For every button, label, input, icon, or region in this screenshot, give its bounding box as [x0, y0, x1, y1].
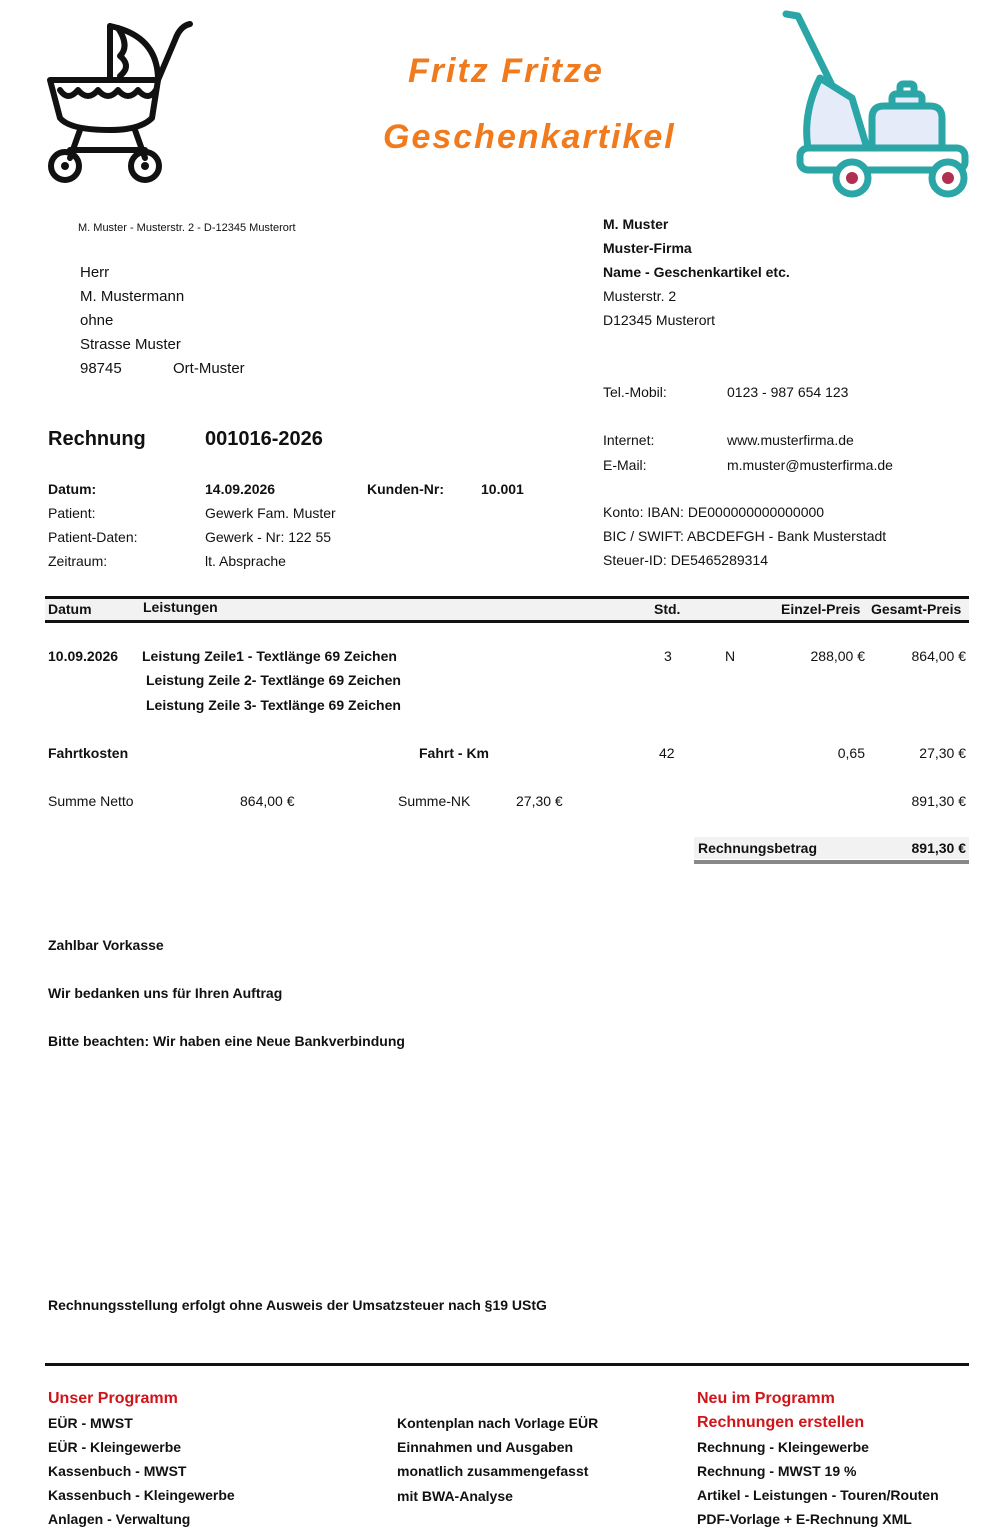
fahrt-label: Fahrtkosten: [48, 745, 129, 761]
patient-daten-label: Patient-Daten:: [48, 529, 138, 545]
steuer-line: Steuer-ID: DE5465289314: [603, 552, 768, 568]
tel-label: Tel.-Mobil:: [603, 384, 667, 400]
footer-right-title2: Rechnungen erstellen: [697, 1414, 865, 1431]
note-payment: Zahlbar Vorkasse: [48, 937, 164, 953]
note-bank: Bitte beachten: Wir haben eine Neue Bankverbindung: [48, 1033, 405, 1049]
footer-mid-item: monatlich zusammengefasst: [397, 1463, 589, 1479]
sum-total: 891,30 €: [911, 793, 966, 809]
fahrt-km-label: Fahrt - Km: [419, 745, 489, 761]
patient-daten-value: Gewerk - Nr: 122 55: [205, 529, 332, 545]
invoice-title: Rechnung: [48, 428, 146, 450]
issuer-street: Musterstr. 2: [603, 288, 677, 304]
nk-label: Summe-NK: [398, 793, 471, 809]
recipient-city: Ort-Muster: [173, 360, 245, 377]
rechnungsbetrag-label: Rechnungsbetrag: [698, 840, 818, 856]
sender-line: M. Muster - Musterstr. 2 - D-12345 Musterort: [78, 222, 296, 234]
kunden-value: 10.001: [481, 481, 524, 497]
recipient-line3: ohne: [80, 312, 114, 329]
item-einzel: 288,00 €: [810, 648, 865, 664]
recipient-street: Strasse Muster: [80, 336, 181, 353]
email-value: m.muster@musterfirma.de: [727, 457, 893, 473]
item-unit: N: [725, 648, 736, 664]
item-gesamt: 864,00 €: [911, 648, 966, 664]
footer-left-item: EÜR - Kleingewerbe: [48, 1439, 182, 1455]
item-line3: Leistung Zeile 3- Textlänge 69 Zeichen: [146, 697, 401, 713]
recipient-name: M. Mustermann: [80, 288, 185, 305]
rechnungsbetrag-rule: [694, 860, 969, 864]
recipient-zip: 98745: [80, 360, 122, 377]
fahrt-km: 42: [659, 745, 675, 761]
footer-right-item: PDF-Vorlage + E-Rechnung XML: [697, 1511, 912, 1527]
footer-right-item: Artikel - Leistungen - Touren/Routen: [697, 1487, 939, 1503]
issuer-desc: Name - Geschenkartikel etc.: [603, 264, 790, 280]
datum-value: 14.09.2026: [205, 481, 276, 497]
footer-left-item: Anlagen - Verwaltung: [48, 1511, 191, 1527]
header-leistungen: Leistungen: [143, 599, 218, 615]
item-line2: Leistung Zeile 2- Textlänge 69 Zeichen: [146, 672, 401, 688]
netto-label: Summe Netto: [48, 793, 134, 809]
item-date: 10.09.2026: [48, 648, 119, 664]
internet-value: www.musterfirma.de: [727, 432, 854, 448]
note-tax: Rechnungsstellung erfolgt ohne Ausweis der Umsatzsteuer nach §19 UStG: [48, 1297, 547, 1313]
patient-value: Gewerk Fam. Muster: [205, 505, 336, 521]
table-header-rule: [45, 620, 969, 623]
rechnungsbetrag-value: 891,30 €: [911, 840, 966, 856]
footer-right-item: Rechnung - Kleingewerbe: [697, 1439, 869, 1455]
footer-mid-item: Einnahmen und Ausgaben: [397, 1439, 574, 1455]
company-subtitle: Geschenkartikel: [383, 118, 676, 156]
issuer-name: M. Muster: [603, 216, 669, 232]
konto-line: Konto: IBAN: DE000000000000000: [603, 504, 825, 520]
datum-label: Datum:: [48, 481, 97, 497]
footer-right-item: Rechnung - MWST 19 %: [697, 1463, 857, 1479]
recipient-salutation: Herr: [80, 264, 110, 281]
company-name: Fritz Fritze: [408, 52, 604, 90]
header-std: Std.: [654, 601, 681, 617]
footer-left-title: Unser Programm: [48, 1390, 178, 1407]
issuer-firm: Muster-Firma: [603, 240, 692, 256]
item-line1: Leistung Zeile1 - Textlänge 69 Zeichen: [142, 648, 397, 664]
footer-right-title1: Neu im Programm: [697, 1390, 835, 1407]
invoice-number: 001016-2026: [205, 428, 323, 450]
patient-label: Patient:: [48, 505, 96, 521]
bic-line: BIC / SWIFT: ABCDEFGH - Bank Musterstadt: [603, 528, 887, 544]
kunden-label: Kunden-Nr:: [367, 481, 444, 497]
header-gesamt: Gesamt-Preis: [871, 601, 962, 617]
zeitraum-value: lt. Absprache: [205, 553, 286, 569]
footer-mid-item: Kontenplan nach Vorlage EÜR: [397, 1415, 599, 1431]
fahrt-gesamt: 27,30 €: [919, 745, 966, 761]
pram-icon: [40, 18, 200, 193]
tel-value: 0123 - 987 654 123: [727, 384, 849, 400]
issuer-city: D12345 Musterort: [603, 312, 716, 328]
fahrt-einzel: 0,65: [837, 745, 865, 761]
item-std: 3: [664, 648, 672, 664]
footer-mid-item: mit BWA-Analyse: [397, 1488, 513, 1504]
lawnmower-icon: [780, 8, 975, 203]
footer-left-item: EÜR - MWST: [48, 1415, 133, 1431]
note-thanks: Wir bedanken uns für Ihren Auftrag: [48, 985, 283, 1001]
email-label: E-Mail:: [603, 457, 647, 473]
internet-label: Internet:: [603, 432, 655, 448]
zeitraum-label: Zeitraum:: [48, 553, 108, 569]
header-datum: Datum: [48, 601, 92, 617]
nk-value: 27,30 €: [516, 793, 563, 809]
footer-rule: [45, 1363, 969, 1366]
netto-value: 864,00 €: [240, 793, 295, 809]
header-einzel: Einzel-Preis: [781, 601, 861, 617]
footer-left-item: Kassenbuch - Kleingewerbe: [48, 1487, 235, 1503]
footer-left-item: Kassenbuch - MWST: [48, 1463, 187, 1479]
